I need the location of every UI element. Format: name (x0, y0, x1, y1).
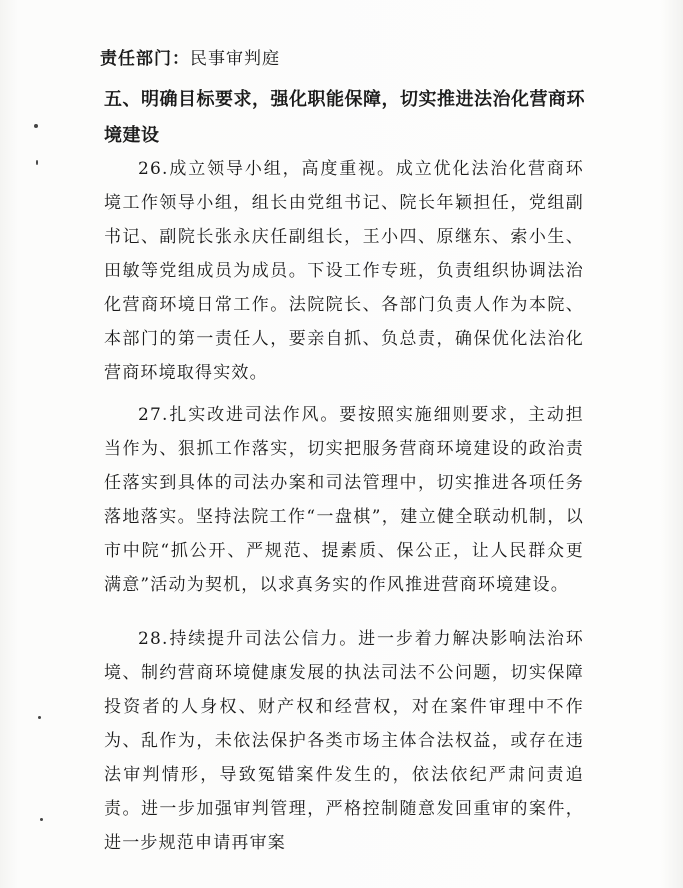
section-heading: 五、明确目标要求，强化职能保障，切实推进法治化营商环境建设 (104, 89, 585, 146)
responsible-department (100, 42, 600, 76)
scan-speck (40, 818, 43, 821)
paragraph-26: 26.成立领导小组，高度重视。成立优化法治化营商环境工作领导小组，组长由党组书记、院长年颖担任，党组副书记、副院长张永庆任副组长，王小四、原继东、索小生、田敏等党组成员为成员。下设工作专班，负责组织协调法治化营商环境日常工作。法院院长、各部门负责人作为本院、本部门的第一责任人，要亲自抓、负总责，确保优化法治化 营商环境取得实效。 (104, 159, 584, 383)
paragraph-27: 27.扎实改进司法作风。要按照实施细则要求，主动担当作为、狠抓工作落实，切实把服务营商环境建设的政治责任落实到具体的司法办案和司法管理中，切实推进各项任务落地落实。坚持法院工作“一盘棋”，建立健全联动机制，以市中院“抓公开、严规范、提素质、保公正，让人民群众更满意”活动为契机，以求真务实的作风推进营商环境建设。 (104, 405, 584, 595)
department-label: 责任部门： (100, 49, 190, 69)
scan-speck (38, 716, 41, 719)
scan-speck (36, 160, 38, 165)
scan-speck (34, 124, 38, 128)
paragraph-28: 28.持续提升司法公信力。进一步着力解决影响法治环境、制约营商环境健康发展的执法司法不公问题，切实保障投资者的人身权、财产权和经营权，对在案件审理中不作为、乱作为，未依法保护各类市场主体合法权益，或存在违法审判情形，导致冤错案件发生的，依法依纪严肃问责追责。进一步加强审判管理，严格控制随意发回重审的案件，进一步规范申请再审案 (104, 629, 584, 853)
department-value: 民事审判庭 (190, 49, 280, 69)
